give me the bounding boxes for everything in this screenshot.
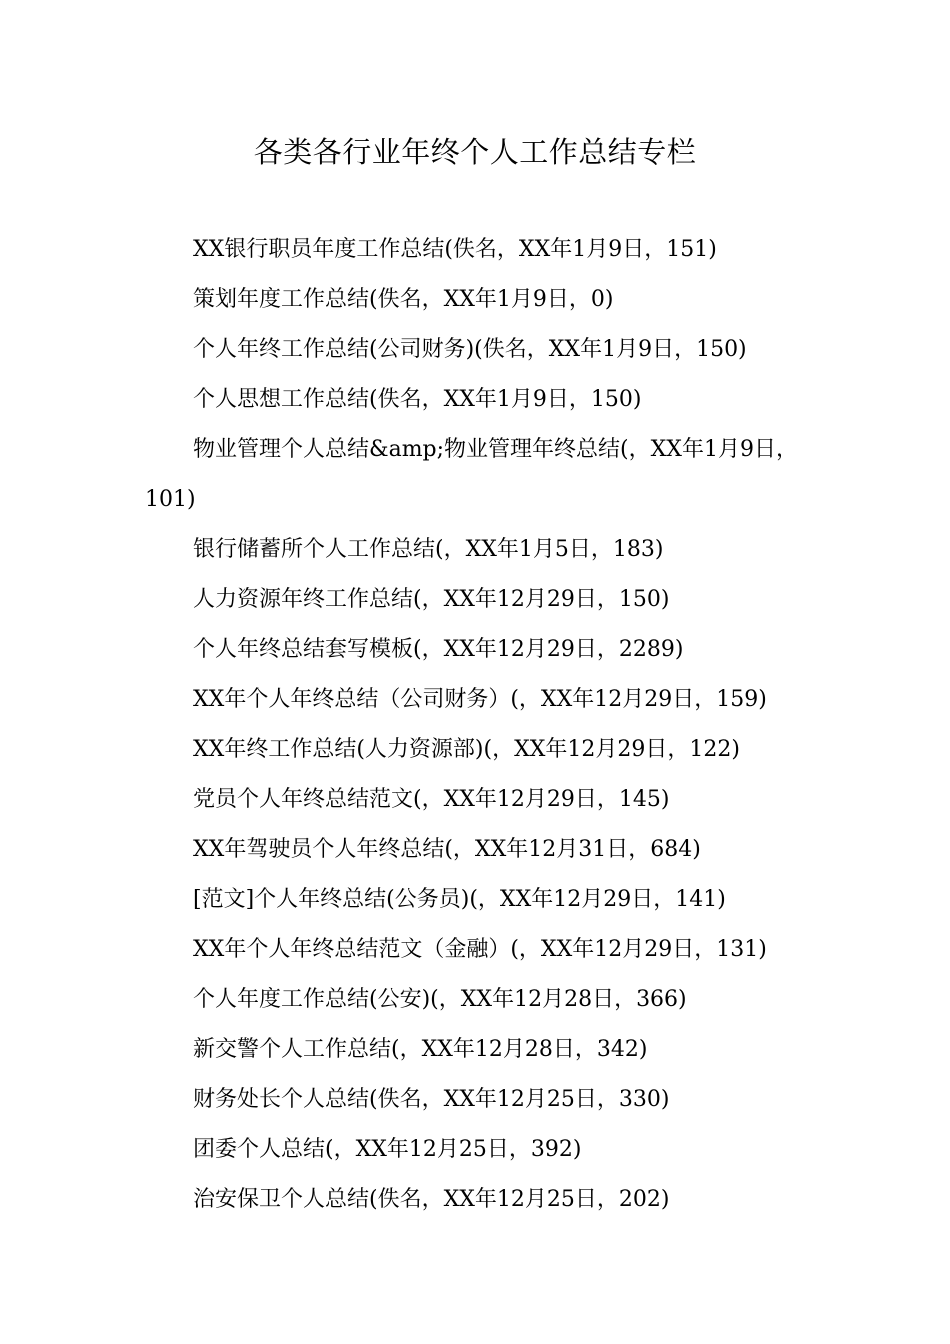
- list-item: XX银行职员年度工作总结(佚名，XX年1月9日，151): [193, 237, 717, 262]
- list-item: XX年终工作总结(人力资源部)(，XX年12月29日，122): [193, 737, 740, 762]
- list-item: XX年个人年终总结范文（金融）(，XX年12月29日，131): [193, 937, 767, 962]
- list-item: 新交警个人工作总结(，XX年12月28日，342): [193, 1037, 648, 1062]
- list-item: 个人年终工作总结(公司财务)(佚名，XX年1月9日，150): [193, 337, 747, 362]
- entry-list: [145, 225, 810, 1225]
- list-item: 财务处长个人总结(佚名，XX年12月25日，330): [193, 1087, 670, 1112]
- list-item: XX年驾驶员个人年终总结(，XX年12月31日，684): [193, 837, 701, 862]
- list-item: [范文]个人年终总结(公务员)(，XX年12月29日，141): [193, 887, 726, 912]
- list-item: 策划年度工作总结(佚名，XX年1月9日，0): [193, 287, 614, 312]
- list-item: XX年个人年终总结（公司财务）(，XX年12月29日，159): [193, 687, 767, 712]
- list-item: 物业管理个人总结&amp;物业管理年终总结(，XX年1月9日，101): [145, 437, 798, 512]
- list-item: 党员个人年终总结范文(，XX年12月29日，145): [193, 787, 670, 812]
- list-item: 个人年终总结套写模板(，XX年12月29日，2289): [193, 637, 684, 662]
- list-item: 团委个人总结(，XX年12月25日，392): [193, 1137, 582, 1162]
- list-item: 个人年度工作总结(公安)(，XX年12月28日，366): [193, 987, 687, 1012]
- page-title: 各类各行业年终个人工作总结专栏: [253, 135, 697, 169]
- list-item: 银行储蓄所个人工作总结(，XX年1月5日，183): [193, 537, 664, 562]
- list-item: 人力资源年终工作总结(，XX年12月29日，150): [193, 587, 670, 612]
- list-item: 个人思想工作总结(佚名，XX年1月9日，150): [193, 387, 642, 412]
- list-item: 治安保卫个人总结(佚名，XX年12月25日，202): [193, 1187, 670, 1212]
